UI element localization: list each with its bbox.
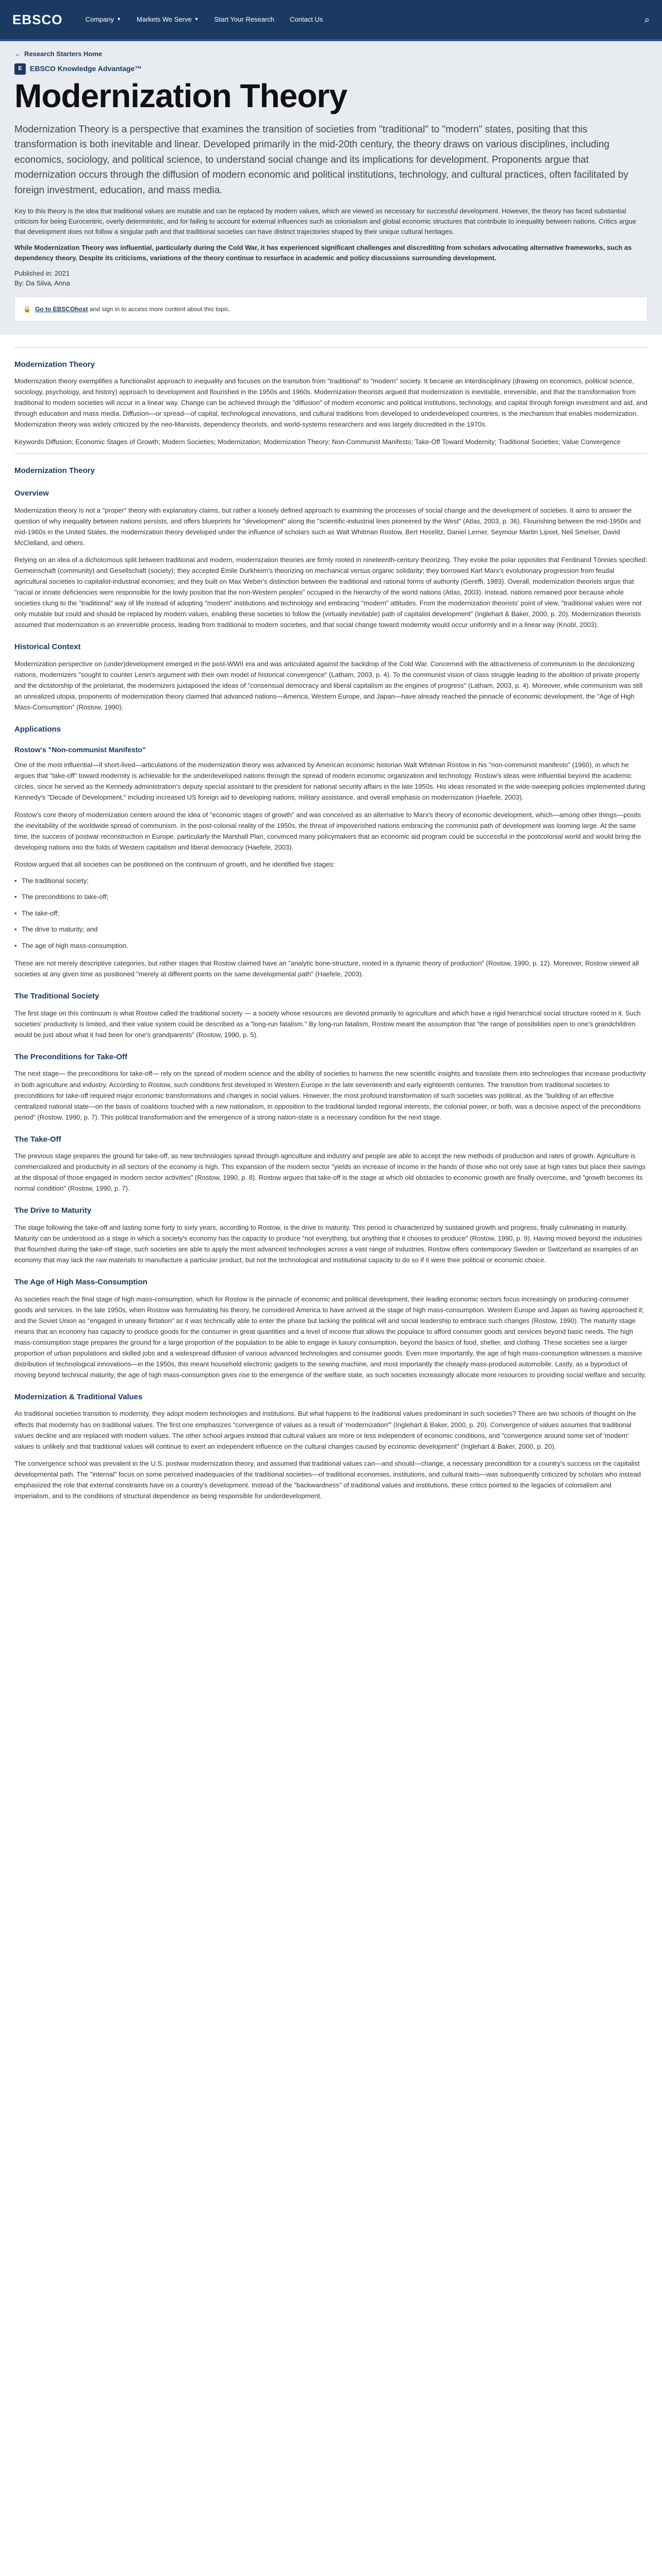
ebscohost-link[interactable]: Go to EBSCOhost — [35, 305, 88, 313]
section-heading: Historical Context — [14, 642, 81, 652]
section-heading: Overview — [14, 489, 49, 498]
published-date: Published in: 2021 — [14, 269, 70, 277]
brand-row — [14, 63, 648, 75]
nav-label: Company — [85, 15, 114, 24]
main-nav — [85, 14, 323, 25]
brand-name: EBSCO Knowledge Advantage™ — [30, 64, 142, 73]
paragraph: One of the most influential—if short-lived—articulations of the modernization theory was advanced by American economic historian Walt Whitman Rostow in his "non-communist manifesto" (1960), in which he argues that "take-off" toward modernity is achievable for the underdeveloped nations through the spread of modern economic organization and technology. Rostow's ideas were influential beyond the academic circles, since he served as the Kennedy administration's deputy special assistant to the president for national security affairs in the late 1950s. His ideas resonated in the wide-sweeping policies implemented during Kennedy's "Decade of Development," including increased US foreign aid to developing nations, military assistance, and overall emphasis on modernization (Haefele, 2003). — [14, 761, 646, 802]
paragraph: Modernization perspective on (under)development emerged in the post-WWII era and was articulated against the backdrop of the Cold War. Concerned with the attractiveness of communism to the decolonizing nations, modernizers "sought to counter Lenin's argument with their own model of historical convergence" (Latham, 2003, p. 4). To the communist vision of class struggle leading to the abolition of private property and the dictatorship of the proletariat, the modernizers juxtaposed the ideas of "consensual democracy and liberal capitalism as the engines of progress" (Latham, 2003, p. 4). Moreover, while communism was still an unrealized utopia, proponents of modernization theory claimed that advanced nations—America, Western Europe, and Japan—have already reached the pinnacle of economic development, the "Age of High Mass-Consumption" (Rostow, 1990). — [14, 659, 643, 711]
nav-label: Contact Us — [290, 15, 323, 24]
ebsco-logo[interactable]: EBSCO — [12, 11, 63, 27]
page-title: Modernization Theory — [14, 77, 347, 114]
section-heading: Applications — [14, 724, 61, 734]
divider — [14, 347, 648, 348]
top-navigation-bar — [0, 0, 662, 41]
paragraph: The next stage— the preconditions for take-off— rely on the spread of modern science and the ability of societies to harness the new scientific insights and translate them into technologies that increase productivity in both agriculture and industry. According to Rostow, such conditions first developed in Western Europe in the late seventeenth and early eighteenth centuries. The transition from traditional societies to preconditions for take-off required major economic transformations and changes in social values. However, the most profound transformation of such societies was political, as the "building of an effective centralized national state—on the basis of coalitions touched with a new nationalism, in opposition to the traditional landed regional interests, the colonial power, or both, was a decisive aspect of the preconditions period" (Rostow, 1990, p. 7). This political transformation and the emergence of a strong nation-state is a necessary condition for the next stage. — [14, 1070, 646, 1121]
list-item: • The preconditions to take-off; — [14, 892, 648, 902]
section-heading: The Age of High Mass-Consumption — [14, 1278, 147, 1287]
section-heading: The Traditional Society — [14, 992, 100, 1001]
author: By: Da Silva, Anna — [14, 279, 70, 287]
abstract-paragraph: Modernization theory exemplifies a functionalist approach to inequality and focuses on the transition from "traditional" to "modern" society. It became an interdisciplinary (drawing on economics, political science, sociology, psychology, and history) approach to development and flourished in the 1950s and 1960s. Modernization theorists argued that modernization is inevitable, irreversible, and that the transformation from traditional to modern societies will occur in a linear way. Change can be achieved through the "diffusion" of modern economic and political institutions, technology, and capital through foreign investment and aid, and through education and mass media. Diffusion—or spread—of capital, technological innovations, and cultural traditions from developed to underdeveloped countries, is the mechanism that enables modernization. Modernization theory was widely criticized by the neo-Marxists, dependency theorists, and world-systems researchers and was largely discredited in the 1970s. — [14, 377, 648, 429]
article-body — [0, 335, 662, 1520]
intro-paragraph: Key to this theory is the idea that traditional values are mutable and can be replaced by modern values, which are viewed as necessary for successful development. However, the theory has faced substantial criticism for being Eurocentric, overly deterministic, and for failing to account for external influences such as colonialism and global economic structures that contribute to inequality between nations. Critics argue that development does not follow a singular path and that traditional societies can have distinct trajectories shaped by their unique cultural heritages. — [14, 207, 636, 236]
list-item: • The age of high mass-consumption. — [14, 941, 648, 951]
section-heading: Modernization Theory — [14, 360, 95, 369]
breadcrumb[interactable] — [14, 49, 102, 59]
paragraph: The convergence school was prevalent in the U.S. postwar modernization theory, and assumed that traditional values can—and should—change, a necessary precondition for a country's success on the capitalist developmental path. The "internal" focus on some perceived inadequacies of the traditional societies—of traditional economies, institutions, and cultural traits—was subsequently criticized by scholars who instead emphasized the role that external constraints have on a country's development. Instead of the "backwardness" of traditional values and institutions, these critics pointed to the legacies of colonialism and imperialism, and to the conditions of structural dependence as being responsible for underdevelopment. — [14, 1459, 641, 1500]
nav-research[interactable] — [214, 14, 274, 25]
paragraph: The stage following the take-off and lasting some forty to sixty years, according to Rostow, is the drive to maturity. This period is characterized by sustained growth and progress, finally culminating in maturity. Maturity can be understood as a stage in which a society's economy has the capacity to produce "not everything, but anything that it chooses to produce" (Rostow, 1990, p. 9). Having moved beyond the industries that flourished during the take-off stage, such societies are able to apply the most advanced technologies across a vast range of industries. Rostow offers contemporary Sweden or Switzerland as examples of an economy that may lack the raw materials to manufacture a particular product, but not the technological and institutional capacity to do so if it were their political or economic choice. — [14, 1223, 642, 1264]
paragraph: The previous stage prepares the ground for take-off, as new technologies spread through agriculture and industry and people are able to accept the new methods of production and rates of growth. Agriculture is commercialized and productivity in all sectors of the economy is high. This expansion of the modern sector "yields an increase of income in the hands of those who not only save at high rates but place their savings at the disposal of those engaged in modern sector activities" (Rostow, 1990, p. 8). Rostow argues that take-off is the stage at which old obstacles to economic growth are finally overcome, and "growth becomes its normal condition" (Rostow, 1990, p. 7). — [14, 1152, 646, 1193]
section-heading: Modernization Theory — [14, 466, 95, 475]
lock-icon: 🔒 — [23, 305, 31, 313]
sign-in-suffix: and sign in to access more content about this topic. — [88, 305, 230, 313]
breadcrumb-link[interactable]: Research Starters Home — [24, 50, 103, 58]
hero-section — [0, 41, 662, 335]
section-heading: The Drive to Maturity — [14, 1206, 92, 1215]
lead-paragraph: Modernization Theory is a perspective that examines the transition of societies from "traditional" to "modern" states, positing that this transformation is both inevitable and linear. Developed primarily in the mid-20th century, the theory draws on various disciplines, including economics, sociology, and political science, to understand social change and its implications for development. Proponents argue that modernization occurs through the diffusion of modern economic and political institutions, technology, and cultural practices, often facilitated by foreign investment, education, and mass media. — [14, 124, 628, 196]
paragraph: As societies reach the final stage of high mass-consumption, which for Rostow is the pinnacle of economic and political development, their leading economic sectors focus increasingly on producing consumer goods and services. In the late 1950s, when Rostow was formulating his theory, he considered America to have arrived at the stage of high mass-consumption. Western Europe and Japan as having approached it; and the Soviet Union as "engaged in uneasy flirtation" as it was technically able to enter the phase but lacking the political will and social leadership to embrace such changes (Rostow, 1990). The maturity stage means that an economy has capacity to produce goods for the consumer in great quantities and a level of income that allows the populace to afford consumer goods and services beyond basic needs. The high mass-consumption stage prepares the ground for a large proportion of the population to be able to engage in luxury consumption, beyond the basics of food, shelter, and clothing. These societies see a larger proportion of urban populations and skilled jobs and a widespread diffusion of various advanced technologies and consumer goods. Even more importantly, the age of high mass-consumption witnesses a massive distribution of technological innovations—in the 1950s, this meant household electronic gadgets to the sewing machine, and most importantly the cheaply mass-produced automobile. Lastly, as a byproduct of moving beyond technical maturity, the age of high mass-consumption gives rise to the emergence of the welfare state, as such societies increasingly allocate more resources to providing social welfare and security. — [14, 1295, 647, 1379]
nav-contact[interactable] — [290, 14, 323, 25]
sign-in-text — [35, 304, 230, 314]
keywords: Keywords Diffusion; Economic Stages of Growth; Modern Societies; Modernization; Modernization Theory; Non-Communist Manifesto; Take-Off Toward Modernity; Traditional Societies; Value Convergence — [14, 437, 621, 446]
subsection-heading: Rostow's "Non-communist Manifesto" — [14, 745, 146, 754]
intro-paragraph-bold: While Modernization Theory was influential, particularly during the Cold War, it has experienced significant challenges and discrediting from scholars advocating alternative frameworks, such as dependency theory. Despite its criticisms, variations of the theory continue to resurface in academic and policy discussions surrounding development. — [14, 243, 632, 262]
chevron-down-icon: ▼ — [117, 16, 122, 22]
list-item: • The traditional society; — [14, 876, 648, 886]
nav-company[interactable] — [85, 14, 121, 25]
paragraph: Rostow argued that all societies can be positioned on the continuum of growth, and he identified five stages: — [14, 860, 335, 868]
sign-in-banner — [14, 297, 648, 321]
chevron-down-icon: ▼ — [194, 16, 199, 22]
section-heading: Modernization & Traditional Values — [14, 1392, 143, 1401]
ebsco-mark-icon: E — [14, 63, 26, 75]
section-heading: The Take-Off — [14, 1134, 61, 1144]
paragraph: These are not merely descriptive categories, but rather stages that Rostow claimed have an "analytic bone-structure, rooted in a dynamic theory of production" (Rostow, 1990, p. 12). Moreover, Rostow viewed all societies at any given time as positioned "merely at different points on the same developmental path" (Haefele, 2003). — [14, 959, 639, 978]
paragraph: The first stage on this continuum is what Rostow called the traditional society — a society whose resources are devoted primarily to agriculture and which have a rigid hierarchical social structure rooted in it. Such societies' productivity is limited, and their value system could be described as a "long-run fatalism." By long-run fatalism, Rostow meant the assumption that "the range of possibilities open to one's grandchildren would be just about what it had been for one's grandparents" (Rostow, 1990, p. 5). — [14, 1009, 641, 1039]
paragraph: Relying on an idea of a dichotomous split between traditional and modern, modernization theories are firmly rooted in nineteenth-century theorizing. They evoke the polar opposites that Ferdinand Tönnies specified: Gemeinschaft (community) and Gesellschaft (society); they accepted Émile Durkheim's theorizing on mechanical versus organic solidarity; they borrowed Karl Marx's evolutionary progression from feudal agricultural societies to capitalist-industrial economies; and they built on Max Weber's distinction between the traditional and rational forms of authority (Gereffi, 1983). Overall, modernization theorists argue that "racial or innate deficiencies were responsible for the lowly position that the non-Western peoples" occupied in the hierarchy of the world nations (Atlas, 2003). Instead, nations remained poor because whole societies clung to the "traditional" way of life instead of adopting "modern" institutions and technology and embracing "modern" attitudes. From the modernization theorists' point of view, "traditional values were not only mutable but could and should be replaced by modern values, enabling these societies to follow the (virtually inevitable) path of capitalist development" (Inglehart & Baker, 2000, p. 20). Modernization theorists assumed that modernization is an irreversible process, leading from traditional to modern societies, and that social change toward modernity would occur uniformly and in a linear way (Knobl, 2003). — [14, 555, 648, 629]
arrow-left-icon: ← — [14, 50, 21, 58]
nav-markets[interactable] — [137, 14, 199, 25]
paragraph: As traditional societies transition to modernity, they adopt modern technologies and institutions. But what happens to the traditional values predominant in such societies? There are two schools of thought on the effects that modernity has on traditional values. The first one emphasizes "convergence of values as a result of 'modernization'" (Inglehart & Baker, 2000, p. 20). Convergence of values assumes that traditional values decline and are replaced with modern values. The other school argues instead that cultural values are more or less independent of economic conditions, and "convergence around some set of 'modern' values is unlikely and that traditional values will continue to exert an independent influence on the cultural changes caused by economic development" (Inglehart & Baker, 2000, p. 20). — [14, 1410, 636, 1450]
stages-list — [14, 876, 648, 951]
paragraph: Modernization theory is not a "proper" theory with explanatory claims, but rather a loosely defined approach to examining the processes of social change and the development of societies. It aims to answer the question of why inequality between nations persists, and offers blueprints for "development" along the "scientific-industrial lines pioneered by the West" (Atlas, 2003, p. 36). Flourishing between the mid-1950s and mid-1960s in the United States, the modernization theory developed under the influence of scholars such as Walt Whitman Rostow, Bert Hoselitz, Daniel Lerner, Seymour Martin Lipset, Neil Smelser, David McClelland, and others. — [14, 506, 641, 547]
search-icon[interactable]: ⌕ — [644, 14, 650, 25]
nav-label: Start Your Research — [214, 15, 274, 24]
nav-label: Markets We Serve — [137, 15, 192, 24]
list-item: • The drive to maturity; and — [14, 924, 648, 935]
section-heading: The Preconditions for Take-Off — [14, 1052, 127, 1061]
list-item: • The take-off; — [14, 908, 648, 919]
paragraph: Rostow's core theory of modernization centers around the idea of "economic stages of growth" and was conceived as an alternative to Marx's theory of economic development, which—among other things—posits the inevitability of the worldwide spread of communism. In the post-colonial reality of the 1950s, the threat of impoverished nations embracing the communist path of development was looming large. At the same time, the success of postwar reconstruction in Europe, particularly the Marshall Plan, convinced many policymakers that an economic aid program could be successful in the postcolonial world and would bring the developing nations into the folds of Western capitalism and liberal democracy (Haefele, 2003). — [14, 810, 641, 851]
divider — [14, 453, 648, 454]
